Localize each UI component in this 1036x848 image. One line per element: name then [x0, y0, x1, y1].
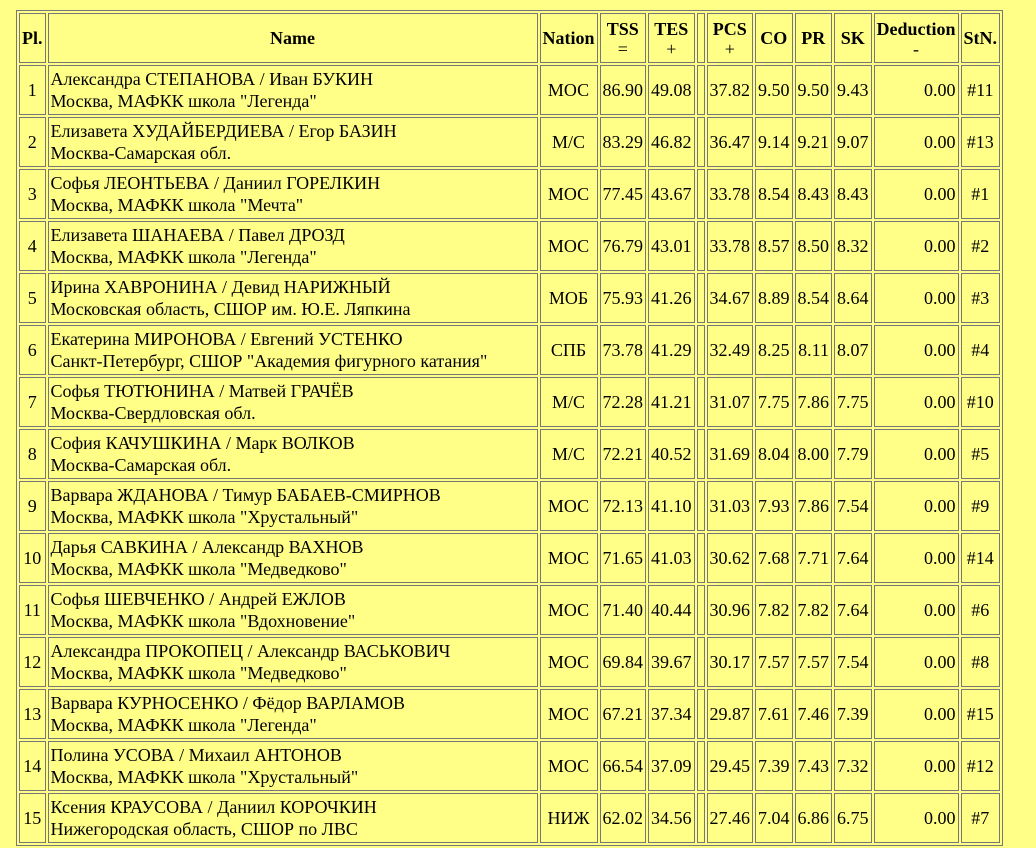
place-cell: 14	[19, 741, 46, 791]
skaters-names: Софья ЛЕОНТЬЕВА / Даниил ГОРЕЛКИН	[50, 173, 381, 193]
co-cell: 7.68	[755, 533, 793, 583]
stn-cell: #10	[961, 377, 1001, 427]
co-cell: 9.50	[755, 65, 793, 115]
tes-cell: 40.52	[648, 429, 695, 479]
stn-cell: #9	[961, 481, 1001, 531]
table-row	[19, 169, 1000, 219]
nation-cell: МОБ	[540, 273, 598, 323]
stn-cell: #3	[961, 273, 1001, 323]
spacer-cell	[697, 481, 705, 531]
co-cell: 8.89	[755, 273, 793, 323]
co-cell: 7.39	[755, 741, 793, 791]
table-row	[19, 637, 1000, 687]
skaters-names: Дарья САВКИНА / Александр ВАХНОВ	[50, 537, 364, 557]
tss-cell: 71.65	[600, 533, 647, 583]
sk-cell: 7.32	[834, 741, 872, 791]
club-name: Москва, МАФКК школа "Мечта"	[50, 195, 304, 215]
name-cell	[48, 689, 538, 739]
place-cell: 5	[19, 273, 46, 323]
tss-cell: 72.13	[600, 481, 647, 531]
club-name: Москва, МАФКК школа "Хрустальный"	[50, 507, 359, 527]
skaters-names: Варвара ЖДАНОВА / Тимур БАБАЕВ-СМИРНОВ	[50, 485, 441, 505]
table-row	[19, 481, 1000, 531]
stn-cell: #7	[961, 793, 1001, 843]
spacer-cell	[697, 169, 705, 219]
name-cell	[48, 377, 538, 427]
tes-cell: 49.08	[648, 65, 695, 115]
header-tss	[600, 13, 647, 63]
tes-cell: 40.44	[648, 585, 695, 635]
pr-cell: 7.43	[795, 741, 833, 791]
skaters-names: Елизавета ХУДАЙБЕРДИЕВА / Егор БАЗИН	[50, 121, 397, 141]
header-tes	[648, 13, 695, 63]
table-row	[19, 65, 1000, 115]
name-cell	[48, 533, 538, 583]
co-cell: 7.57	[755, 637, 793, 687]
table-row	[19, 273, 1000, 323]
sk-cell: 9.07	[834, 117, 872, 167]
header-pl: Pl.	[19, 13, 46, 63]
deduction-cell: 0.00	[874, 585, 959, 635]
sk-cell: 8.32	[834, 221, 872, 271]
skaters-names: София КАЧУШКИНА / Марк ВОЛКОВ	[50, 433, 355, 453]
deduction-cell: 0.00	[874, 689, 959, 739]
club-name: Москва, МАФКК школа "Легенда"	[50, 247, 317, 267]
co-cell: 8.04	[755, 429, 793, 479]
tes-cell: 39.67	[648, 637, 695, 687]
pcs-cell: 30.62	[707, 533, 754, 583]
table-row	[19, 221, 1000, 271]
pcs-cell: 30.96	[707, 585, 754, 635]
place-cell: 2	[19, 117, 46, 167]
table-row	[19, 689, 1000, 739]
pr-cell: 8.00	[795, 429, 833, 479]
tes-cell: 41.21	[648, 377, 695, 427]
skaters-names: Софья ШЕВЧЕНКО / Андрей ЕЖЛОВ	[50, 589, 346, 609]
pcs-cell: 33.78	[707, 221, 754, 271]
pcs-cell: 32.49	[707, 325, 754, 375]
stn-cell: #2	[961, 221, 1001, 271]
header-nation: Nation	[540, 13, 598, 63]
table-row	[19, 741, 1000, 791]
nation-cell: НИЖ	[540, 793, 598, 843]
skaters-names: Александра СТЕПАНОВА / Иван БУКИН	[50, 69, 373, 89]
place-cell: 13	[19, 689, 46, 739]
header-tes-sign: +	[666, 39, 677, 59]
club-name: Москва, МАФКК школа "Хрустальный"	[50, 767, 359, 787]
stn-cell: #1	[961, 169, 1001, 219]
header-pcs-sign: +	[724, 39, 735, 59]
pcs-cell: 31.07	[707, 377, 754, 427]
deduction-cell: 0.00	[874, 533, 959, 583]
stn-cell: #14	[961, 533, 1001, 583]
pr-cell: 6.86	[795, 793, 833, 843]
results-table	[16, 10, 1003, 846]
pr-cell: 9.50	[795, 65, 833, 115]
nation-cell: МОС	[540, 637, 598, 687]
pcs-cell: 31.69	[707, 429, 754, 479]
tss-cell: 72.21	[600, 429, 647, 479]
table-row	[19, 117, 1000, 167]
club-name: Москва, МАФКК школа "Легенда"	[50, 91, 317, 111]
nation-cell: МОС	[540, 481, 598, 531]
name-cell	[48, 325, 538, 375]
nation-cell: МОС	[540, 585, 598, 635]
tes-cell: 41.29	[648, 325, 695, 375]
deduction-cell: 0.00	[874, 377, 959, 427]
tss-cell: 77.45	[600, 169, 647, 219]
pr-cell: 8.11	[795, 325, 833, 375]
tss-cell: 73.78	[600, 325, 647, 375]
table-row	[19, 533, 1000, 583]
sk-cell: 8.07	[834, 325, 872, 375]
deduction-cell: 0.00	[874, 637, 959, 687]
place-cell: 15	[19, 793, 46, 843]
pr-cell: 7.46	[795, 689, 833, 739]
pr-cell: 7.86	[795, 377, 833, 427]
co-cell: 8.57	[755, 221, 793, 271]
place-cell: 8	[19, 429, 46, 479]
co-cell: 7.75	[755, 377, 793, 427]
name-cell	[48, 221, 538, 271]
header-tss-sign: =	[617, 39, 628, 59]
table-row	[19, 793, 1000, 843]
name-cell	[48, 793, 538, 843]
pcs-cell: 30.17	[707, 637, 754, 687]
stn-cell: #12	[961, 741, 1001, 791]
club-name: Москва, МАФКК школа "Вдохновение"	[50, 611, 356, 631]
name-cell	[48, 65, 538, 115]
spacer-cell	[697, 533, 705, 583]
club-name: Санкт-Петербург, СШОР "Академия фигурного катания"	[50, 351, 488, 371]
pr-cell: 7.71	[795, 533, 833, 583]
table-row	[19, 585, 1000, 635]
deduction-cell: 0.00	[874, 481, 959, 531]
pr-cell: 7.86	[795, 481, 833, 531]
nation-cell: МОС	[540, 741, 598, 791]
place-cell: 10	[19, 533, 46, 583]
nation-cell: М/С	[540, 429, 598, 479]
deduction-cell: 0.00	[874, 169, 959, 219]
tss-cell: 71.40	[600, 585, 647, 635]
nation-cell: МОС	[540, 533, 598, 583]
pr-cell: 7.82	[795, 585, 833, 635]
deduction-cell: 0.00	[874, 221, 959, 271]
header-tss-label: TSS	[606, 19, 639, 39]
co-cell: 7.93	[755, 481, 793, 531]
spacer-cell	[697, 429, 705, 479]
pr-cell: 7.57	[795, 637, 833, 687]
header-tes-label: TES	[654, 19, 689, 39]
place-cell: 1	[19, 65, 46, 115]
skaters-names: Александра ПРОКОПЕЦ / Александр ВАСЬКОВИЧ	[50, 641, 451, 661]
spacer-cell	[697, 117, 705, 167]
co-cell: 7.82	[755, 585, 793, 635]
skaters-names: Екатерина МИРОНОВА / Евгений УСТЕНКО	[50, 329, 403, 349]
tes-cell: 41.10	[648, 481, 695, 531]
tes-cell: 37.34	[648, 689, 695, 739]
pcs-cell: 27.46	[707, 793, 754, 843]
spacer-cell	[697, 741, 705, 791]
tss-cell: 67.21	[600, 689, 647, 739]
spacer-cell	[697, 325, 705, 375]
name-cell	[48, 637, 538, 687]
sk-cell: 7.39	[834, 689, 872, 739]
name-cell	[48, 481, 538, 531]
nation-cell: МОС	[540, 221, 598, 271]
tss-cell: 66.54	[600, 741, 647, 791]
header-deduction-sign: -	[913, 39, 920, 59]
tss-cell: 62.02	[600, 793, 647, 843]
skaters-names: Елизавета ШАНАЕВА / Павел ДРОЗД	[50, 225, 345, 245]
results-body	[19, 65, 1000, 843]
stn-cell: #13	[961, 117, 1001, 167]
sk-cell: 7.64	[834, 585, 872, 635]
pr-cell: 8.54	[795, 273, 833, 323]
skaters-names: Полина УСОВА / Михаил АНТОНОВ	[50, 745, 342, 765]
sk-cell: 9.43	[834, 65, 872, 115]
tss-cell: 76.79	[600, 221, 647, 271]
club-name: Москва-Самарская обл.	[50, 143, 232, 163]
pcs-cell: 34.67	[707, 273, 754, 323]
deduction-cell: 0.00	[874, 273, 959, 323]
header-stn: StN.	[961, 13, 1001, 63]
place-cell: 9	[19, 481, 46, 531]
spacer-cell	[697, 377, 705, 427]
place-cell: 6	[19, 325, 46, 375]
sk-cell: 8.43	[834, 169, 872, 219]
tes-cell: 46.82	[648, 117, 695, 167]
club-name: Москва, МАФКК школа "Легенда"	[50, 715, 317, 735]
name-cell	[48, 273, 538, 323]
club-name: Москва, МАФКК школа "Медведково"	[50, 559, 347, 579]
club-name: Москва-Самарская обл.	[50, 455, 232, 475]
spacer-cell	[697, 637, 705, 687]
table-row	[19, 377, 1000, 427]
sk-cell: 7.64	[834, 533, 872, 583]
nation-cell: М/С	[540, 377, 598, 427]
club-name: Нижегородская область, СШОР по ЛВС	[50, 819, 358, 839]
stn-cell: #5	[961, 429, 1001, 479]
skaters-names: Ксения КРАУСОВА / Даниил КОРОЧКИН	[50, 797, 377, 817]
place-cell: 4	[19, 221, 46, 271]
header-spacer	[697, 13, 705, 63]
deduction-cell: 0.00	[874, 65, 959, 115]
co-cell: 7.04	[755, 793, 793, 843]
place-cell: 12	[19, 637, 46, 687]
table-row	[19, 325, 1000, 375]
header-pr: PR	[795, 13, 833, 63]
tes-cell: 43.01	[648, 221, 695, 271]
name-cell	[48, 429, 538, 479]
co-cell: 8.25	[755, 325, 793, 375]
pcs-cell: 29.45	[707, 741, 754, 791]
deduction-cell: 0.00	[874, 117, 959, 167]
name-cell	[48, 741, 538, 791]
place-cell: 7	[19, 377, 46, 427]
tss-cell: 75.93	[600, 273, 647, 323]
header-deduction	[874, 13, 959, 63]
header-pcs	[707, 13, 754, 63]
stn-cell: #15	[961, 689, 1001, 739]
place-cell: 3	[19, 169, 46, 219]
deduction-cell: 0.00	[874, 741, 959, 791]
tes-cell: 41.26	[648, 273, 695, 323]
tss-cell: 72.28	[600, 377, 647, 427]
stn-cell: #8	[961, 637, 1001, 687]
co-cell: 9.14	[755, 117, 793, 167]
deduction-cell: 0.00	[874, 429, 959, 479]
nation-cell: МОС	[540, 65, 598, 115]
tes-cell: 37.09	[648, 741, 695, 791]
place-cell: 11	[19, 585, 46, 635]
stn-cell: #11	[961, 65, 1001, 115]
nation-cell: М/С	[540, 117, 598, 167]
tss-cell: 83.29	[600, 117, 647, 167]
tss-cell: 69.84	[600, 637, 647, 687]
header-deduction-label: Deduction	[876, 19, 956, 39]
sk-cell: 7.75	[834, 377, 872, 427]
header-row	[19, 13, 1000, 63]
pcs-cell: 37.82	[707, 65, 754, 115]
tes-cell: 34.56	[648, 793, 695, 843]
deduction-cell: 0.00	[874, 325, 959, 375]
skaters-names: Варвара КУРНОСЕНКО / Фёдор ВАРЛАМОВ	[50, 693, 406, 713]
pr-cell: 8.50	[795, 221, 833, 271]
spacer-cell	[697, 793, 705, 843]
header-name: Name	[48, 13, 538, 63]
club-name: Москва-Свердловская обл.	[50, 403, 256, 423]
club-name: Москва, МАФКК школа "Медведково"	[50, 663, 347, 683]
name-cell	[48, 585, 538, 635]
pcs-cell: 29.87	[707, 689, 754, 739]
pcs-cell: 31.03	[707, 481, 754, 531]
deduction-cell: 0.00	[874, 793, 959, 843]
tss-cell: 86.90	[600, 65, 647, 115]
spacer-cell	[697, 65, 705, 115]
nation-cell: МОС	[540, 689, 598, 739]
co-cell: 8.54	[755, 169, 793, 219]
sk-cell: 8.64	[834, 273, 872, 323]
spacer-cell	[697, 221, 705, 271]
sk-cell: 6.75	[834, 793, 872, 843]
stn-cell: #6	[961, 585, 1001, 635]
tes-cell: 41.03	[648, 533, 695, 583]
spacer-cell	[697, 689, 705, 739]
sk-cell: 7.54	[834, 637, 872, 687]
tes-cell: 43.67	[648, 169, 695, 219]
header-sk: SK	[834, 13, 872, 63]
nation-cell: МОС	[540, 169, 598, 219]
nation-cell: СПБ	[540, 325, 598, 375]
spacer-cell	[697, 273, 705, 323]
skaters-names: Софья ТЮТЮНИНА / Матвей ГРАЧЁВ	[50, 381, 354, 401]
pcs-cell: 36.47	[707, 117, 754, 167]
name-cell	[48, 169, 538, 219]
stn-cell: #4	[961, 325, 1001, 375]
name-cell	[48, 117, 538, 167]
co-cell: 7.61	[755, 689, 793, 739]
pcs-cell: 33.78	[707, 169, 754, 219]
pr-cell: 9.21	[795, 117, 833, 167]
header-co: CO	[755, 13, 793, 63]
table-row	[19, 429, 1000, 479]
club-name: Московская область, СШОР им. Ю.Е. Ляпкина	[50, 299, 411, 319]
sk-cell: 7.79	[834, 429, 872, 479]
header-pcs-label: PCS	[712, 19, 747, 39]
spacer-cell	[697, 585, 705, 635]
skaters-names: Ирина ХАВРОНИНА / Девид НАРИЖНЫЙ	[50, 277, 391, 297]
pr-cell: 8.43	[795, 169, 833, 219]
sk-cell: 7.54	[834, 481, 872, 531]
